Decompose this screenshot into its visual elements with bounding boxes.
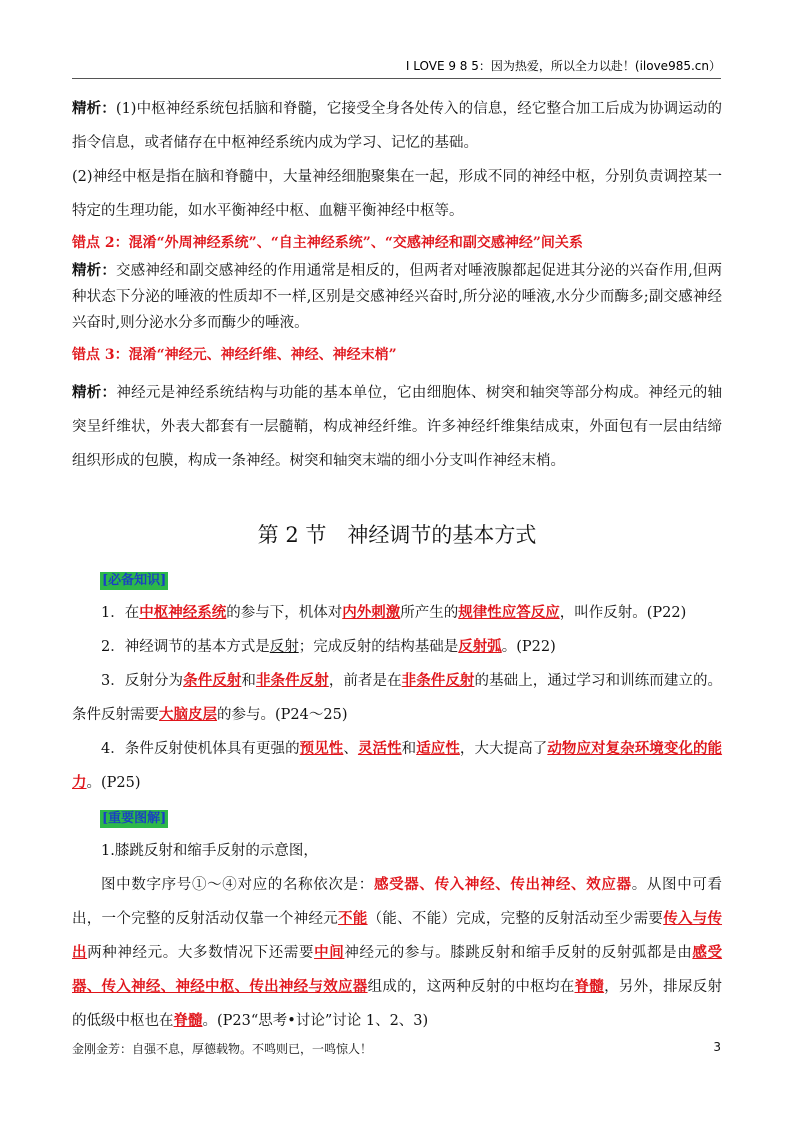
text-run: 3．反射分为	[101, 673, 184, 689]
text-run: 1．在	[101, 605, 140, 621]
text-run: 。(P23“思考•讨论”讨论 1、2、3)	[202, 1013, 429, 1029]
tag-important-diagram: [重要图解]	[102, 811, 167, 826]
key-term: 脊髓	[574, 978, 605, 995]
analysis-paragraph-3	[72, 258, 722, 336]
analysis-paragraph-1	[72, 92, 722, 160]
knowledge-item-4	[72, 732, 722, 800]
figure-title: 1.膝跳反射和缩手反射的示意图，	[101, 843, 318, 859]
text-run: 和	[241, 673, 256, 689]
text-run: ；完成反射的结构基础是	[298, 639, 459, 655]
error-point-2: 错点 2：混淆“外周神经系统”、“自主神经系统”、“交感神经和副交感神经”间关系	[72, 235, 583, 251]
page-content	[72, 92, 722, 1038]
analysis-paragraph-4	[72, 376, 722, 478]
knowledge-item-1	[72, 596, 722, 630]
analysis-paragraph-2: (2)神经中枢是指在脑和脊髓中，大量神经细胞聚集在一起，形成不同的神经中枢，分别负责调控某一特定的生理功能，如水平衡神经中枢、血糖平衡神经中枢等。	[72, 169, 722, 219]
page-header: I LOVE 9 8 5：因为热爱，所以全力以赴！(ilove985.cn）	[405, 59, 721, 73]
text-run: ，另外，排尿反射的低级中枢也在	[72, 979, 723, 1029]
text-run: 所产生的	[400, 605, 459, 621]
key-term: 传入与传出	[72, 910, 723, 961]
key-term: 不能	[338, 910, 368, 927]
key-term: 内外刺激	[342, 604, 401, 621]
text-run: 的参与下，机体对	[226, 605, 343, 621]
key-term: 灵活性	[357, 740, 402, 757]
text-run: 两种神经元。大多数情况下还需要	[87, 945, 315, 961]
analysis-label: 精析：	[72, 100, 116, 117]
key-term: 中间	[314, 944, 345, 961]
figure-explanation	[72, 868, 722, 1038]
text-run: 4．条件反射使机体具有更强的	[101, 741, 300, 757]
text-run: 和	[401, 741, 417, 757]
key-term: 非条件反射	[255, 672, 329, 689]
key-term: 非条件反射	[401, 672, 475, 689]
knowledge-item-3	[72, 664, 722, 732]
text-run: ，前者是在	[328, 673, 402, 689]
key-term: 中枢神经系统	[139, 604, 227, 621]
analysis-label: 精析：	[72, 262, 117, 279]
key-term: 脊髓	[173, 1012, 203, 1029]
text-run: 、	[343, 741, 358, 757]
header-divider	[72, 78, 721, 79]
error-point-3: 错点 3：混淆“神经元、神经纤维、神经、神经末梢”	[72, 347, 397, 363]
text-run: 2．神经调节的基本方式是	[101, 639, 270, 655]
text-run: ，大大提高了	[459, 741, 548, 757]
key-term: 条件反射	[183, 672, 242, 689]
knowledge-item-2	[72, 630, 722, 664]
footer-motto: 金刚金芳：自强不息，厚德载物。不鸣则已，一鸣惊人！	[72, 1042, 373, 1056]
analysis-label: 精析：	[72, 384, 117, 401]
tag-row-diagram	[72, 800, 722, 834]
analysis-text: (1)中枢神经系统包括脑和脊髓，它接受全身各处传入的信息，经它整合加工后成为协调运动的指令信息，或者储存在中枢神经系统内成为学习、记忆的基础。	[72, 101, 722, 151]
key-term: 预见性	[299, 740, 344, 757]
key-term: 反射	[269, 639, 299, 655]
key-term: 感受器、传入神经、神经中枢、传出神经与效应器	[72, 944, 723, 995]
text-run: 图中数字序号①～④对应的名称依次是：	[101, 877, 374, 893]
text-run: 。(P25)	[86, 775, 141, 791]
text-run: 组成的，这两种反射的中枢均在	[367, 979, 575, 995]
page-number: 3	[713, 1040, 721, 1054]
section-title: 第 2 节 神经调节的基本方式	[257, 523, 537, 547]
text-run: 的基础上，通过学习和训练而建立的。条件反射需要	[72, 673, 723, 723]
text-run: 的参与。(P24～25)	[217, 707, 348, 723]
text-run: （能、不能）完成，完整的反射活动至少需要	[367, 911, 664, 927]
text-run: 。从图中可看出，一个完整的反射活动仅靠一个神经元	[72, 877, 723, 927]
key-term: 感受器、传入神经、传出神经、效应器	[373, 876, 632, 893]
key-term: 大脑皮层	[159, 706, 217, 723]
analysis-text: 交感神经和副交感神经的作用通常是相反的，但两者对唾液腺都起促进其分泌的兴奋作用,但两种状态下分泌的唾液的性质却不一样,区别是交感神经兴奋时,所分泌的唾液,水分少而酶多;副交感神经兴奋时,则分泌水分多而酶少的唾液。	[72, 263, 723, 331]
key-term: 反射弧	[458, 638, 502, 655]
tag-essential-knowledge: [必备知识]	[102, 573, 167, 588]
key-term: 动物应对复杂环境变化的能力	[72, 740, 723, 791]
key-term: 规律性应答反应	[458, 604, 560, 621]
text-run: ，叫作反射。(P22)	[559, 605, 687, 621]
analysis-text: 神经元是神经系统结构与功能的基本单位，它由细胞体、树突和轴突等部分构成。神经元的轴突呈纤维状，外表大都套有一层髓鞘，构成神经纤维。许多神经纤维集结成束，外面包有一层由结缔组织形成的包膜，构成一条神经。树突和轴突末端的细小分支叫作神经末梢。	[72, 385, 723, 469]
text-run: 神经元的参与。膝跳反射和缩手反射的反射弧都是由	[344, 945, 693, 961]
tag-row-knowledge	[72, 562, 722, 596]
text-run: 。(P22)	[501, 639, 556, 655]
key-term: 适应性	[416, 740, 460, 757]
